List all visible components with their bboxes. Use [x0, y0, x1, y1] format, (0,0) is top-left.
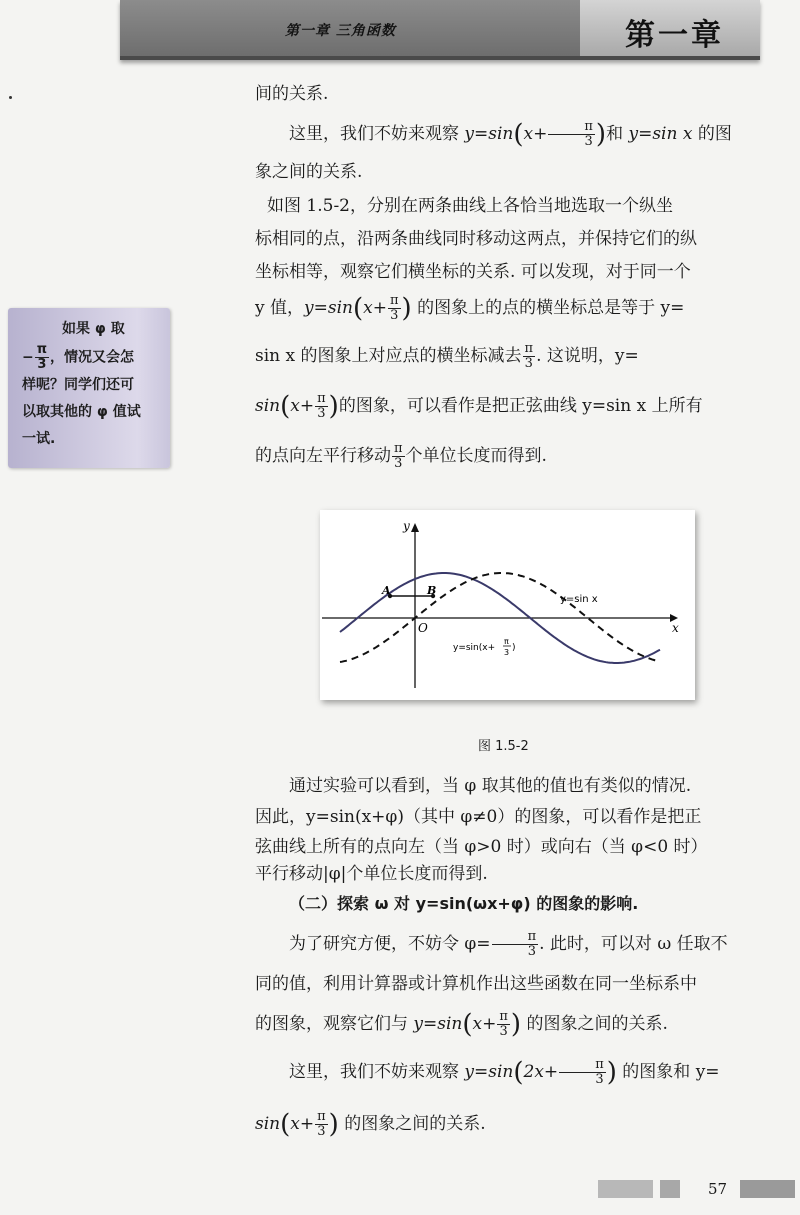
margin-note-line-3: 样呢？同学们还可	[22, 377, 134, 393]
figure-caption: 图 1.5-2	[478, 739, 529, 754]
section-heading: （二）探索 ω 对 y=sin(ωx+φ) 的图象的影响.	[289, 894, 639, 913]
footer-strip	[598, 1180, 653, 1198]
paragraph-1: 这里，我们不妨来观察 y=sin(x+ $\frac{\pi}{3}$ )和 y=sin x 的图	[289, 119, 732, 150]
margin-note	[8, 308, 170, 468]
sinx-curve-label: y=sin x	[560, 594, 598, 605]
paragraph-5-line-2: sin(x+ $\frac{\pi}{3}$ ) 的图象之间的关系.	[255, 1109, 486, 1140]
paragraph-3-line-2: 因此，y=sin(x+φ)（其中 φ≠0）的图象，可以看作是把正	[255, 807, 702, 827]
y-axis-label: y	[403, 519, 410, 533]
shift-label-pi: π	[504, 637, 509, 646]
origin-label: O	[418, 621, 428, 635]
running-header-title: 第一章 三角函数	[285, 23, 396, 39]
point-a-label: A	[382, 584, 391, 597]
paragraph-2-line-6: sin(x+ $\frac{\pi}{3}$ )的图象，可以看作是把正弦曲线 y=sin x 上所有	[255, 391, 703, 422]
paragraph-3-line-4: 平行移动|φ|个单位长度而得到.	[255, 864, 488, 884]
paragraph-1-cont: 象之间的关系.	[255, 162, 363, 182]
paragraph-5-line-1: 这里，我们不妨来观察 y=sin(2x+ $\frac{\pi}{3}$ ) 的图象和 y=	[289, 1057, 720, 1088]
footer-strip	[740, 1180, 795, 1198]
paragraph-3-line-1: 通过实验可以看到，当 φ 取其他的值也有类似的情况.	[289, 776, 692, 796]
footer-strip	[660, 1180, 680, 1198]
margin-dot	[9, 96, 12, 99]
paragraph-4-line-3: 的图象，观察它们与 y=sin(x+ $\frac{\pi}{3}$ ) 的图象之间的关系.	[255, 1009, 668, 1040]
paragraph-3-line-3: 弦曲线上所有的点向左（当 φ>0 时）或向右（当 φ<0 时）	[255, 837, 708, 857]
paragraph-4-line-2: 同的值，利用计算器或计算机作出这些函数在同一坐标系中	[255, 974, 697, 994]
shift-label-three: 3	[504, 648, 510, 657]
chapter-label: 第一章	[625, 18, 724, 53]
paragraph-2-line-4: y 值，y=sin(x+ $\frac{\pi}{3}$ ) 的图象上的点的横坐标总是等于 y=	[255, 293, 685, 324]
paragraph-2-line-2: 标相同的点，沿两条曲线同时移动这两点，并保持它们的纵	[255, 229, 697, 249]
paragraph-2-line-7: 的点向左平行移动 $\frac{\pi}{3}$ 个单位长度而得到.	[255, 441, 547, 471]
paragraph-2-line-3: 坐标相等，观察它们横坐标的关系. 可以发现，对于同一个	[255, 262, 691, 282]
shift-label-close: )	[512, 643, 516, 653]
shift-curve-label: y=sin(x+	[453, 643, 496, 653]
margin-note-line-2: − $\frac{\pi}{3}$ ，情况又会怎	[22, 342, 135, 372]
margin-note-line-1: 如果 φ 取	[62, 321, 125, 337]
paragraph-0: 间的关系.	[255, 84, 329, 104]
paragraph-4-line-1: 为了研究方便，不妨令 φ= $\frac{\pi}{3}$ . 此时，可以对 ω 任取不	[289, 929, 728, 959]
y-axis-arrow	[411, 523, 419, 532]
sine-shift-graph	[320, 510, 695, 700]
x-axis-label: x	[672, 621, 679, 635]
page-number: 57	[708, 1180, 728, 1198]
paragraph-2-line-1: 如图 1.5-2，分别在两条曲线上各恰当地选取一个纵坐	[267, 196, 673, 216]
paragraph-2-line-5: sin x 的图象上对应点的横坐标减去 $\frac{\pi}{3}$ . 这说明，y=	[255, 341, 639, 371]
figure-1-5-2	[320, 510, 695, 700]
point-b-label: B	[427, 584, 437, 597]
margin-note-line-5: 一试.	[22, 431, 56, 447]
margin-note-line-4: 以取其他的 φ 值试	[22, 404, 141, 420]
